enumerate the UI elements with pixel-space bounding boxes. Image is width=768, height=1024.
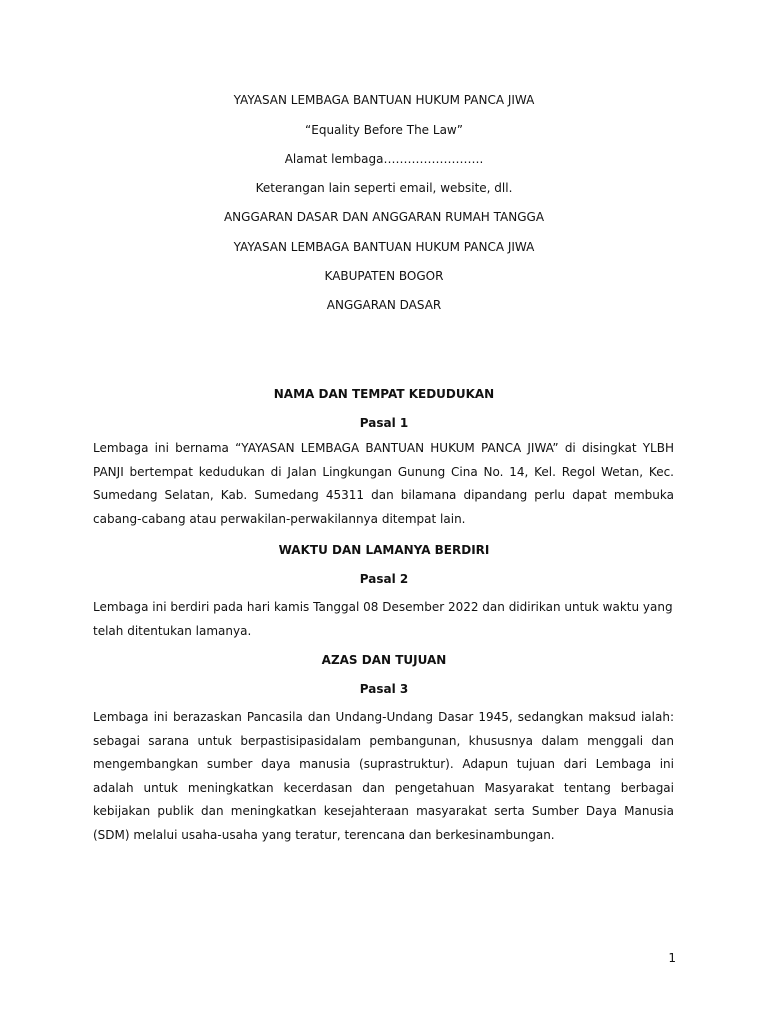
- article-label-2: Pasal 2: [359, 572, 409, 586]
- article-text-3: Lembaga ini berazaskan Pancasila dan Undang-Undang Dasar 1945, sedangkan maksud ialah: sebagai sarana untuk berpastisipasidalam pembangunan, khususnya dalam menggali dan mengembangkan sumber daya manusia (suprastruktur). Adapun tujuan dari Lembaga ini adalah untuk meningkatkan kecerdasan dan pengetahuan Masyarakat tentang berbagai kebijakan publik dan meningkatkan kesejahteraan masyarakat serta Sumber Daya Manusia (SDM) melalui usaha-usaha yang teratur, terencana dan berkesinambungan.: [93, 710, 674, 842]
- section-title-2: WAKTU DAN LAMANYA BERDIRI: [278, 543, 490, 557]
- org-name-repeat: YAYASAN LEMBAGA BANTUAN HUKUM PANCA JIWA: [233, 240, 535, 254]
- section-title-3: AZAS DAN TUJUAN: [321, 653, 447, 667]
- page-number: 1: [668, 951, 676, 965]
- motto: “Equality Before The Law”: [305, 123, 463, 137]
- article-label-3: Pasal 3: [359, 682, 409, 696]
- document-subtitle: ANGGARAN DASAR: [326, 298, 442, 312]
- document-title: ANGGARAN DASAR DAN ANGGARAN RUMAH TANGGA: [223, 210, 545, 224]
- region-line: KABUPATEN BOGOR: [324, 269, 444, 283]
- address-line: Alamat lembaga…………………….: [284, 152, 484, 166]
- article-text-2: Lembaga ini berdiri pada hari kamis Tanggal 08 Desember 2022 dan didirikan untuk waktu yang telah ditentukan lamanya.: [93, 600, 673, 638]
- article-text-1: Lembaga ini bernama “YAYASAN LEMBAGA BANTUAN HUKUM PANCA JIWA” di disingkat YLBH PANJI bertempat kedudukan di Jalan Lingkungan Gunung Cina No. 14, Kel. Regol Wetan, Kec. Sumedang Selatan, Kab. Sumedang 45311 dan bilamana dipandang perlu dapat membuka cabang-cabang atau perwakilan-perwakilannya ditempat lain.: [93, 441, 674, 526]
- org-name-heading: YAYASAN LEMBAGA BANTUAN HUKUM PANCA JIWA: [233, 93, 535, 107]
- article-label-1: Pasal 1: [359, 416, 409, 430]
- other-info-line: Keterangan lain seperti email, website, dll.: [255, 181, 513, 195]
- section-title-1: NAMA DAN TEMPAT KEDUDUKAN: [273, 387, 495, 401]
